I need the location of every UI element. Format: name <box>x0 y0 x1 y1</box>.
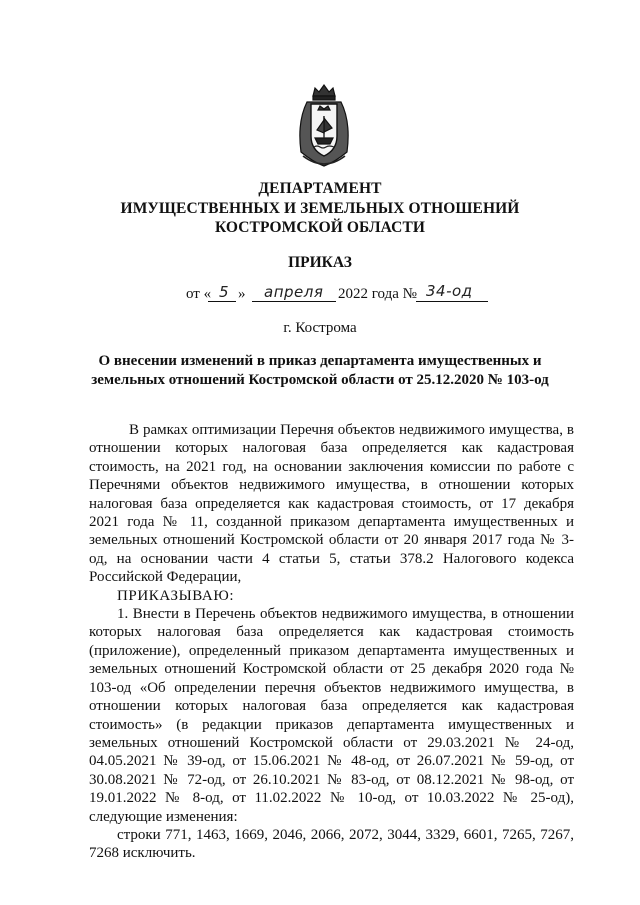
department-line-2: ИМУЩЕСТВЕННЫХ И ЗЕМЕЛЬНЫХ ОТНОШЕНИЙ <box>120 199 520 217</box>
city: г. Кострома <box>283 320 357 336</box>
command-heading: ПРИКАЗЫВАЮ: <box>117 587 235 604</box>
date-day: 5 <box>219 283 230 301</box>
coat-of-arms-icon <box>293 82 355 168</box>
date-from-label: от « <box>186 286 212 302</box>
item-1-change: строки 771, 1463, 1669, 2046, 2066, 2072, 3044, 3329, 6601, 7265, 7267, 7268 исключить. <box>89 826 574 862</box>
document-type-title: ПРИКАЗ <box>288 254 352 271</box>
department-line-3: КОСТРОМСКОЙ ОБЛАСТИ <box>214 219 426 236</box>
department-line-1: ДЕПАРТАМЕНТ <box>258 180 382 197</box>
date-month-underline <box>252 301 336 302</box>
preamble-paragraph: В рамках оптимизации Перечня объектов недвижимого имущества, в отношении которых налоговая база определяется как кадастровая стоимость, на 2021 год, на основании заключения комиссии по работе с Перечнями объектов недвижимого имущества, в отношении которых налоговая база определяется как кадастровая стоимость, от 17 декабря 2021 года № 11, созданной приказом департамента имущественных и земельных отношений Костромской области от 20 января 2017 года № 3-од, на основании части 4 статьи 5, статьи 378.2 Налогового кодекса Российской Федерации, <box>89 422 574 586</box>
item-1-paragraph: 1. Внести в Перечень объектов недвижимого имущества, в отношении которых налоговая база определяется как кадастровая стоимость (приложение), определенный приказом департамента имущественных и земельных отношений Костромской области от 25 декабря 2020 года № 103-од «Об определении перечня объектов недвижимого имущества, в отношении которых налоговая база определяется как кадастровая стоимость» (в редакции приказов департамента имущественных и земельных отношений Костромской области от 29.03.2021 № 24-од, 04.05.2021 № 39-од, от 15.06.2021 № 48-од, от 26.07.2021 № 59-од, от 30.08.2021 № 72-од, от 26.10.2021 № 83-од, от 08.12.2021 № 98-од, от 19.01.2022 № 8-од, от 11.02.2022 № 10-од, от 10.03.2022 № 25-од), следующие изменения: <box>89 606 574 825</box>
date-day-underline <box>208 301 236 302</box>
order-number: 34-од <box>426 282 473 300</box>
department-name <box>60 179 580 238</box>
order-body <box>89 421 574 863</box>
order-date-line <box>186 282 506 306</box>
date-day-close: » <box>238 286 246 302</box>
date-month: апреля <box>264 283 324 301</box>
order-number-underline <box>416 301 488 302</box>
order-subject: О внесении изменений в приказ департамента имущественных и земельных отношений Костромской области от 25.12.2020 № 103-од <box>91 353 549 388</box>
date-year: 2022 года № <box>338 286 417 302</box>
